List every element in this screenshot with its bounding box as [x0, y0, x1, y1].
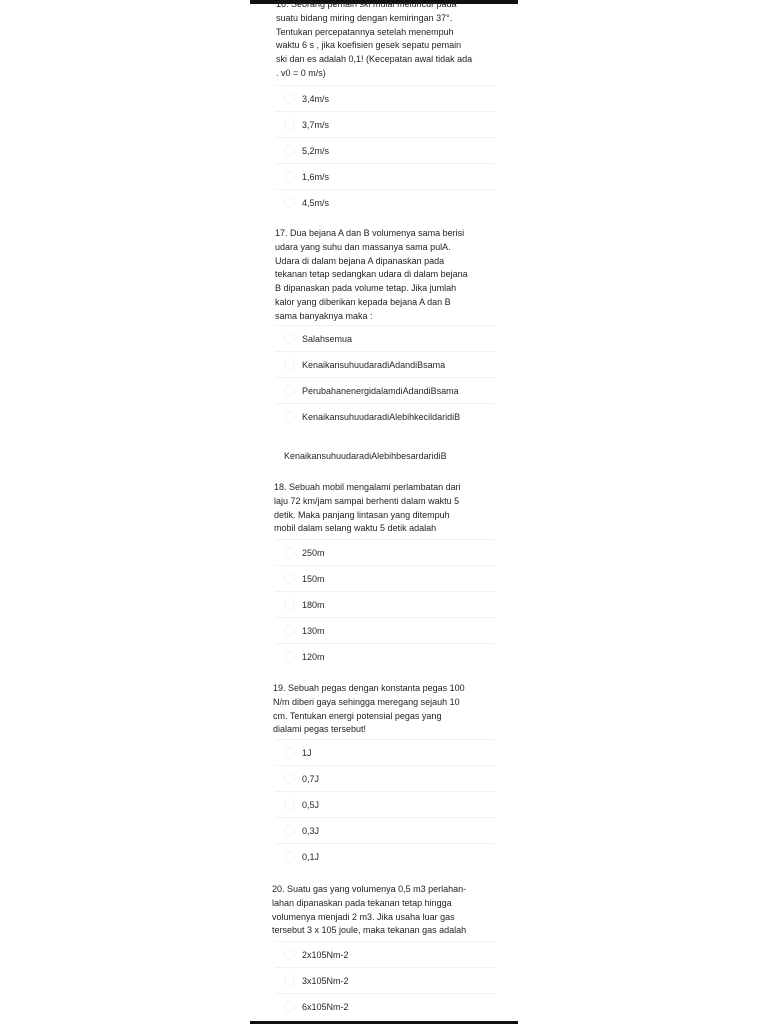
question-19-options	[276, 739, 494, 869]
option-label: 0,5J	[302, 800, 320, 810]
question-19-text: 19. Sebuah pegas dengan konstanta pegas 100 N/m diberi gaya sehingga meregang sejauh 10 cm. Tentukan energi potensial pegas yang dialami pegas tersebut!	[273, 683, 465, 735]
option-label: 0,1J	[302, 852, 320, 862]
option-label: 3,7m/s	[302, 120, 330, 130]
question-17-option-3[interactable]	[276, 377, 494, 403]
radio-button[interactable]	[284, 171, 295, 182]
question-16-option-3[interactable]	[276, 137, 494, 163]
question-19-option-2[interactable]	[276, 765, 494, 791]
radio-button[interactable]	[284, 747, 295, 758]
question-18-option-2[interactable]	[276, 565, 494, 591]
option-label: 2x105Nm-2	[302, 950, 349, 960]
option-label: Salahsemua	[302, 334, 353, 344]
question-20-options	[276, 941, 494, 1019]
radio-button[interactable]	[284, 625, 295, 636]
question-20-text: 20. Suatu gas yang volumenya 0,5 m3 perlahan- lahan dipanaskan pada tekanan tetap hingga volumenya menjadi 2 m3. Jika usaha luar gas tersebut 3 x 105 joule, maka tekanan gas adalah	[272, 884, 467, 936]
option-label: PerubahanenergidalamdiAdandiBsama	[302, 386, 459, 396]
question-16-option-1[interactable]	[276, 85, 494, 111]
question-17-option-5[interactable]: KenaikansuhuudaradiAlebihbesardaridiB	[284, 451, 447, 461]
option-label: 250m	[302, 548, 325, 558]
question-16-options	[276, 85, 494, 215]
option-label: 0,3J	[302, 826, 320, 836]
question-18-text: 18. Sebuah mobil mengalami perlambatan dari laju 72 km/jam sampai berhenti dalam waktu 5 detik. Maka panjang lintasan yang ditempuh mobil dalam selang waktu 5 detik adalah	[274, 482, 461, 534]
option-label: 120m	[302, 652, 325, 662]
radio-button[interactable]	[284, 773, 295, 784]
radio-button[interactable]	[284, 333, 295, 344]
radio-button[interactable]	[284, 385, 295, 396]
question-20-option-1[interactable]	[276, 941, 494, 967]
question-19-option-5[interactable]	[276, 843, 494, 869]
option-label: 4,5m/s	[302, 198, 330, 208]
question-20-option-3[interactable]	[276, 993, 494, 1019]
radio-button[interactable]	[284, 949, 295, 960]
radio-button[interactable]	[284, 651, 295, 662]
option-label: 0,7J	[302, 774, 320, 784]
radio-button[interactable]	[284, 93, 295, 104]
radio-button[interactable]	[284, 197, 295, 208]
option-label: 5,2m/s	[302, 146, 330, 156]
question-18-option-1[interactable]	[276, 539, 494, 565]
option-label: 6x105Nm-2	[302, 1002, 349, 1012]
radio-button[interactable]	[284, 975, 295, 986]
question-16-text: 16. Seorang pemain ski mulai meluncur pada suatu bidang miring dengan kemiringan 37°. Tentukan percepatannya setelah menempuh waktu 6 s , jika koefisien gesek sepatu pemain ski dan es adalah 0,1! (Kecepatan awal tidak ada . v0 = 0 m/s)	[276, 0, 473, 78]
radio-button[interactable]	[284, 1001, 295, 1012]
question-19-option-4[interactable]	[276, 817, 494, 843]
option-label: 1J	[302, 748, 312, 758]
question-17-option-1[interactable]	[276, 325, 494, 351]
question-17-text: 17. Dua bejana A dan B volumenya sama berisi udara yang suhu dan massanya sama pulA. Udara di dalam bejana A dipanaskan pada tekanan tetap sedangkan udara di dalam bejana B dipanaskan pada volume tetap. Jika jumlah kalor yang diberikan kepada bejana A dan B sama banyaknya maka :	[275, 228, 468, 321]
radio-button[interactable]	[284, 799, 295, 810]
option-label: 3x105Nm-2	[302, 976, 349, 986]
question-17-option-2[interactable]	[276, 351, 494, 377]
option-label: 3,4m/s	[302, 94, 330, 104]
question-16-option-2[interactable]	[276, 111, 494, 137]
radio-button[interactable]	[284, 119, 295, 130]
option-label: 150m	[302, 574, 325, 584]
question-18-option-3[interactable]	[276, 591, 494, 617]
question-16-option-4[interactable]	[276, 163, 494, 189]
option-label: 130m	[302, 626, 325, 636]
option-label: KenaikansuhuudaradiAlebihkecildaridiB	[302, 412, 461, 422]
radio-button[interactable]	[284, 547, 295, 558]
option-label: KenaikansuhuudaradiAdandiBsama	[302, 360, 446, 370]
radio-button[interactable]	[284, 359, 295, 370]
radio-button[interactable]	[284, 411, 295, 422]
radio-button[interactable]	[284, 573, 295, 584]
question-18-options	[276, 539, 494, 669]
option-label: 180m	[302, 600, 325, 610]
question-17-option-4[interactable]	[276, 403, 494, 429]
question-18-option-5[interactable]	[276, 643, 494, 669]
quiz-page	[266, 0, 498, 1024]
radio-button[interactable]	[284, 599, 295, 610]
question-16-option-5[interactable]	[276, 189, 494, 215]
question-19-option-1[interactable]	[276, 739, 494, 765]
question-18-option-4[interactable]	[276, 617, 494, 643]
radio-button[interactable]	[284, 851, 295, 862]
question-17-options	[276, 325, 494, 429]
radio-button[interactable]	[284, 145, 295, 156]
radio-button[interactable]	[284, 825, 295, 836]
question-19-option-3[interactable]	[276, 791, 494, 817]
question-20-option-2[interactable]	[276, 967, 494, 993]
option-label: 1,6m/s	[302, 172, 330, 182]
